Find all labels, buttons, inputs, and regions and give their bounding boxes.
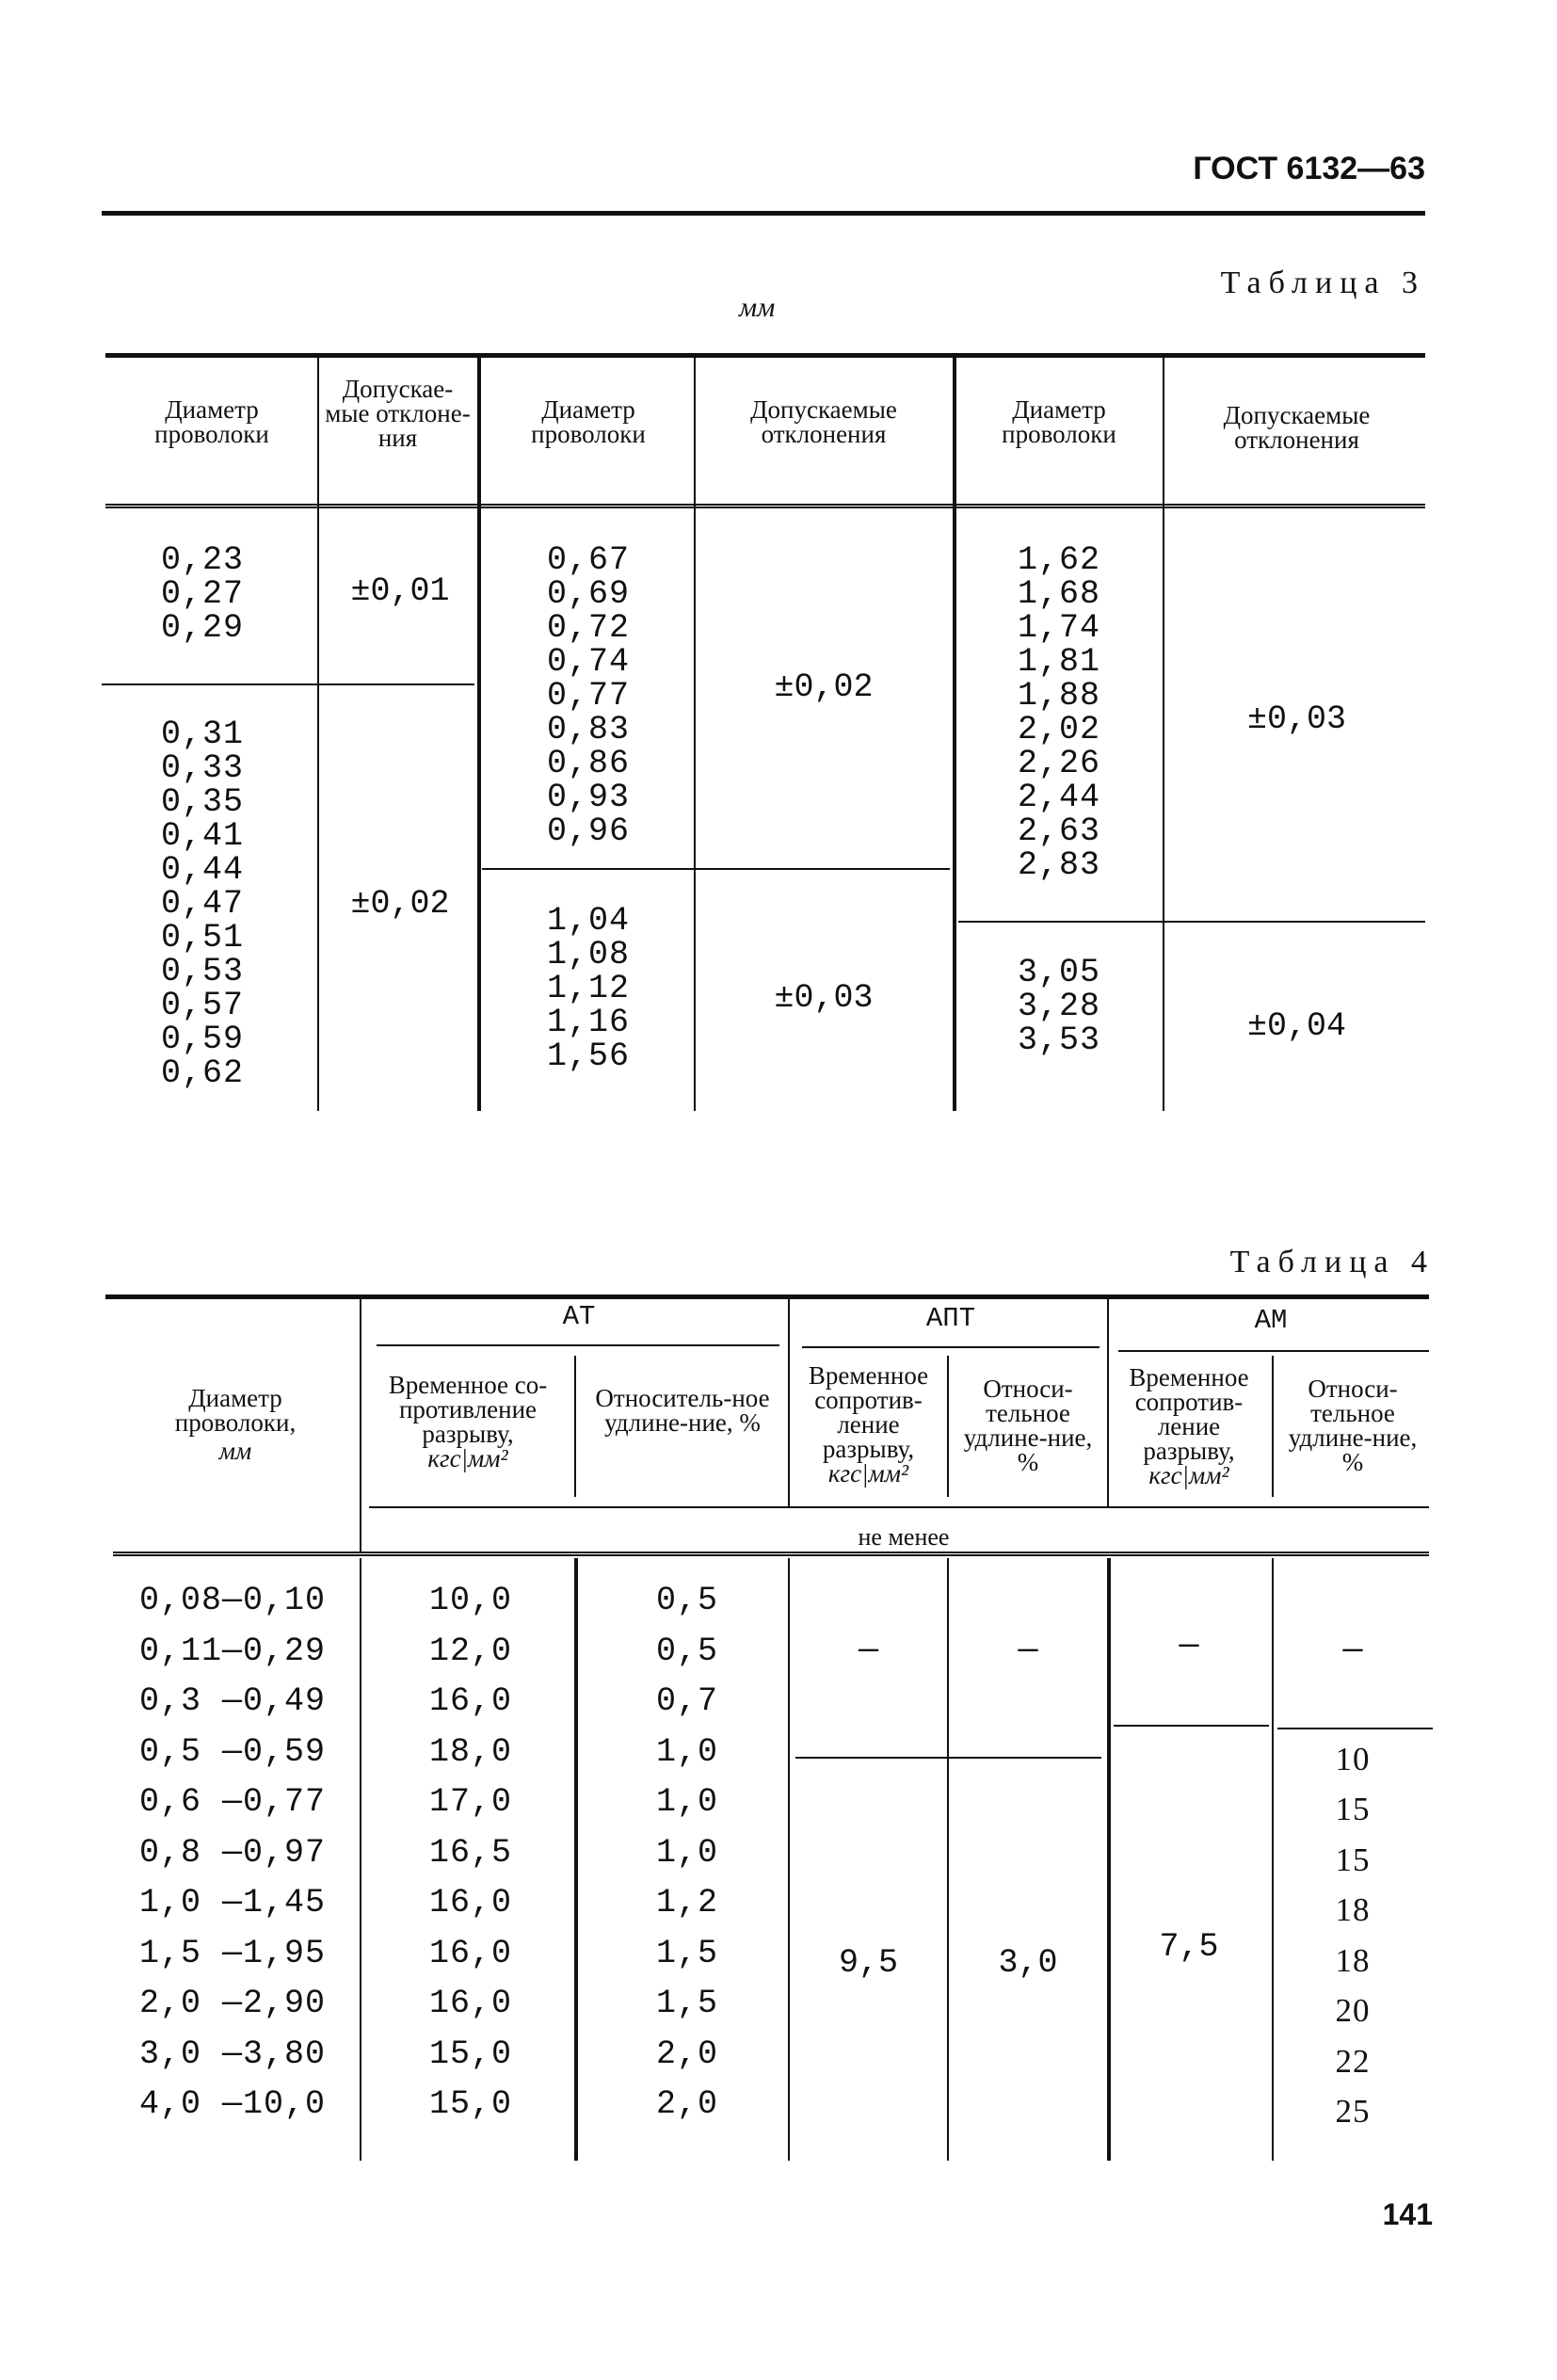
t3-diameter-value: 1,74 — [1017, 609, 1100, 647]
t3-diameter-value: 1,68 — [1017, 575, 1100, 613]
t4-am-strength-dash: — — [1179, 1627, 1199, 1664]
t3-vline-4 — [953, 353, 956, 1111]
table4-title: Таблица 4 — [1229, 1245, 1435, 1279]
t4-row-at-strength: 16,0 — [428, 1884, 512, 1922]
t3-diameter-value: 0,47 — [160, 885, 244, 923]
t4-row-am-elong: 15 — [1335, 1791, 1371, 1827]
t4-row-at-elong: 2,0 — [655, 2085, 718, 2123]
t3-col2-tol1: ±0,02 — [774, 668, 874, 706]
table3-title: Таблица 3 — [1220, 265, 1425, 300]
t4-row-at-strength: 16,0 — [428, 1985, 512, 2022]
t3-diameter-value: 0,23 — [160, 541, 244, 579]
table4-top-rule — [105, 1295, 1429, 1299]
t3-diameter-value: 3,53 — [1017, 1021, 1100, 1059]
table4-header-rule — [113, 1552, 1429, 1556]
t4-row-diameter: 2,0 —2,90 — [139, 1985, 327, 2022]
t4-row-diameter: 0,3 —0,49 — [139, 1682, 327, 1720]
t3-diameter-value: 1,56 — [546, 1037, 630, 1075]
t3-header-diameter-3: Диаметр проволоки — [1002, 395, 1116, 448]
t3-col3-split — [958, 921, 1425, 923]
t3-diameter-value: 0,31 — [160, 716, 244, 753]
t4-row-am-elong: 18 — [1335, 1942, 1371, 1979]
t3-diameter-value: 0,59 — [160, 1021, 244, 1058]
t4-header-strength-at-unit: кгс|мм² — [427, 1444, 508, 1472]
table3-unit: мм — [739, 292, 776, 323]
t3-col1-split — [102, 683, 474, 685]
t3-diameter-value: 1,62 — [1017, 541, 1100, 579]
t3-diameter-value: 2,63 — [1017, 812, 1100, 850]
t4-header-strength-am-unit: кгс|мм² — [1148, 1461, 1229, 1489]
t4-min-note: не менее — [858, 1523, 950, 1551]
t4-row-at-strength: 16,5 — [428, 1834, 512, 1872]
t3-header-diameter-2: Диаметр проволоки — [531, 395, 646, 448]
t4-vline-am-sub — [1272, 1356, 1274, 1497]
t3-diameter-value: 0,83 — [546, 711, 630, 748]
t3-diameter-value: 1,04 — [546, 902, 630, 940]
t4-row-at-elong: 0,5 — [655, 1582, 718, 1619]
t3-diameter-value: 0,44 — [160, 851, 244, 889]
t4-row-am-elong: 15 — [1335, 1841, 1371, 1878]
t4-group-underline-apt — [802, 1346, 1100, 1348]
t3-diameter-value: 0,53 — [160, 953, 244, 990]
t4-am-elong-split — [1277, 1728, 1433, 1729]
t4-row-diameter: 3,0 —3,80 — [139, 2035, 327, 2073]
t4-row-diameter: 4,0 —10,0 — [139, 2085, 327, 2123]
t4-row-am-elong: 20 — [1335, 1992, 1371, 2029]
t3-diameter-value: 0,51 — [160, 919, 244, 957]
t4-row-at-elong: 1,5 — [655, 1985, 718, 2022]
t4-group-underline-at — [377, 1344, 779, 1346]
table3-top-rule — [105, 353, 1425, 358]
t3-diameter-value: 0,29 — [160, 609, 244, 647]
t3-col3-tol1: ±0,03 — [1246, 700, 1347, 738]
t4-row-diameter: 0,6 —0,77 — [139, 1783, 327, 1821]
t3-col3-group2 — [998, 956, 1120, 1057]
t4-header-at: АТ — [562, 1301, 596, 1332]
t3-col1-tol2: ±0,02 — [350, 885, 450, 923]
t4-row-at-strength: 18,0 — [428, 1733, 512, 1771]
t3-col2-tol2: ±0,03 — [774, 979, 874, 1017]
t4-row-at-strength: 17,0 — [428, 1783, 512, 1821]
t3-diameter-value: 2,26 — [1017, 745, 1100, 782]
t3-vline-1 — [317, 353, 319, 1111]
t3-col2-group1 — [527, 543, 650, 848]
t3-diameter-value: 0,72 — [546, 609, 630, 647]
t4-header-diameter: Диаметр проволоки, — [174, 1384, 297, 1437]
t3-diameter-value: 2,83 — [1017, 846, 1100, 884]
t4-vline-diam — [360, 1295, 361, 1553]
t4-row-at-elong: 1,0 — [655, 1733, 718, 1771]
t3-diameter-value: 0,62 — [160, 1054, 244, 1092]
t3-diameter-value: 1,12 — [546, 970, 630, 1007]
t4-header-elong-apt: Относи-тельное удлине-ние, % — [963, 1375, 1093, 1476]
t3-header-diameter-1: Диаметр проволоки — [154, 395, 269, 448]
t4-header-strength-apt-unit: кгс|мм² — [827, 1459, 909, 1488]
t4-vline-g2-hdr — [1107, 1299, 1109, 1506]
t4-min-rule — [369, 1506, 1429, 1508]
t4-row-am-elong: 22 — [1335, 2043, 1371, 2080]
t4-apt-elong-value: 3,0 — [998, 1944, 1058, 1982]
t3-diameter-value: 3,05 — [1017, 954, 1100, 991]
t3-vline-5 — [1163, 353, 1164, 1111]
t3-header-tol-1: Допускае-мые отклоне-ния — [325, 375, 471, 452]
t3-diameter-value: 1,16 — [546, 1004, 630, 1041]
t4-row-at-elong: 1,0 — [655, 1834, 718, 1872]
t4-apt-split — [795, 1757, 1101, 1759]
t4-apt-elong-dash: — — [1018, 1632, 1038, 1669]
t3-diameter-value: 0,33 — [160, 749, 244, 787]
t3-diameter-value: 0,93 — [546, 779, 630, 816]
t3-col3-group1 — [998, 543, 1120, 882]
t3-header-tol-3: Допускаемые отклонения — [1223, 401, 1371, 454]
page-number: 141 — [1382, 2197, 1433, 2231]
t3-diameter-value: 0,96 — [546, 812, 630, 850]
t4-body-vline-2 — [574, 1558, 578, 2161]
t4-row-am-elong: 18 — [1335, 1891, 1371, 1928]
t4-body-vline-6 — [1272, 1558, 1274, 2161]
t4-row-diameter: 0,11—0,29 — [139, 1632, 327, 1670]
t4-row-diameter: 0,5 —0,59 — [139, 1733, 327, 1771]
t3-col2-group2 — [527, 904, 650, 1073]
t3-diameter-value: 0,57 — [160, 987, 244, 1024]
t4-header-strength-am: Временное сопротив-ление разрыву, — [1129, 1363, 1249, 1465]
t4-row-at-strength: 15,0 — [428, 2085, 512, 2123]
t4-am-strength-split — [1114, 1725, 1269, 1727]
table3-header-rule — [105, 504, 1425, 508]
t4-row-at-strength: 15,0 — [428, 2035, 512, 2073]
t4-header-strength-apt: Временное сопротив-ление разрыву, — [808, 1361, 929, 1463]
t3-diameter-value: 0,77 — [546, 677, 630, 715]
t3-diameter-value: 1,81 — [1017, 643, 1100, 681]
t4-row-diameter: 1,5 —1,95 — [139, 1935, 327, 1972]
t4-row-diameter: 0,8 —0,97 — [139, 1834, 327, 1872]
t4-row-diameter: 0,08—0,10 — [139, 1582, 327, 1619]
t3-diameter-value: 2,44 — [1017, 779, 1100, 816]
t3-header-tol-2: Допускаемые отклонения — [750, 395, 897, 448]
t4-row-at-strength: 10,0 — [428, 1582, 512, 1619]
t4-header-apt: АПТ — [925, 1303, 976, 1334]
t3-col3-tol2: ±0,04 — [1246, 1007, 1347, 1045]
t4-row-am-elong: 10 — [1335, 1741, 1371, 1777]
t3-col1-tol1: ±0,01 — [350, 572, 450, 610]
t4-header-diameter-unit: мм — [218, 1437, 252, 1465]
t4-vline-g1-hdr — [788, 1299, 790, 1506]
t4-header-strength-at: Временное со-противление разрыву, — [388, 1371, 548, 1448]
t3-diameter-value: 0,27 — [160, 575, 244, 613]
t4-row-at-elong: 0,7 — [655, 1682, 718, 1720]
t4-vline-at-sub — [574, 1356, 576, 1497]
t3-col1-group1 — [141, 543, 264, 645]
t3-diameter-value: 1,08 — [546, 936, 630, 973]
t4-row-at-elong: 1,5 — [655, 1935, 718, 1972]
t4-body-vline-4 — [947, 1558, 949, 2161]
t3-diameter-value: 1,88 — [1017, 677, 1100, 715]
t4-row-at-strength: 16,0 — [428, 1682, 512, 1720]
t3-diameter-value: 0,69 — [546, 575, 630, 613]
t4-body-vline-5 — [1107, 1558, 1111, 2161]
t3-vline-3 — [694, 353, 696, 1111]
t4-row-at-strength: 16,0 — [428, 1935, 512, 1972]
t3-diameter-value: 0,74 — [546, 643, 630, 681]
t4-vline-apt-sub — [947, 1356, 949, 1497]
t4-row-diameter: 1,0 —1,45 — [139, 1884, 327, 1922]
t4-header-am: АМ — [1254, 1305, 1288, 1336]
t4-row-am-elong: 25 — [1335, 2093, 1371, 2130]
standard-header: ГОСТ 6132—63 — [1193, 151, 1425, 186]
t3-diameter-value: 0,86 — [546, 745, 630, 782]
t4-group-underline-am — [1118, 1350, 1429, 1352]
t4-row-at-elong: 0,5 — [655, 1632, 718, 1670]
t3-diameter-value: 0,67 — [546, 541, 630, 579]
t4-row-at-elong: 1,2 — [655, 1884, 718, 1922]
t3-diameter-value: 2,02 — [1017, 711, 1100, 748]
t3-diameter-value: 0,35 — [160, 783, 244, 821]
header-rule — [102, 211, 1425, 216]
t3-col1-group2 — [141, 717, 264, 1090]
t4-header-elong-at: Относитель-ное удлине-ние, % — [595, 1384, 770, 1437]
t4-am-strength-value: 7,5 — [1159, 1928, 1219, 1966]
t4-body-vline-3 — [788, 1558, 790, 2161]
t4-row-at-strength: 12,0 — [428, 1632, 512, 1670]
t3-vline-2 — [477, 353, 481, 1111]
t4-apt-strength-dash: — — [858, 1632, 878, 1669]
t4-header-elong-am: Относи-тельное удлине-ние, % — [1288, 1375, 1418, 1476]
t3-col2-split — [482, 868, 950, 870]
t4-apt-strength-value: 9,5 — [838, 1944, 898, 1982]
t3-diameter-value: 0,41 — [160, 817, 244, 855]
t4-body-vline-1 — [360, 1558, 361, 2161]
t4-row-at-elong: 2,0 — [655, 2035, 718, 2073]
t4-am-elong-dash: — — [1342, 1632, 1363, 1669]
t4-row-at-elong: 1,0 — [655, 1783, 718, 1821]
t3-diameter-value: 3,28 — [1017, 988, 1100, 1025]
